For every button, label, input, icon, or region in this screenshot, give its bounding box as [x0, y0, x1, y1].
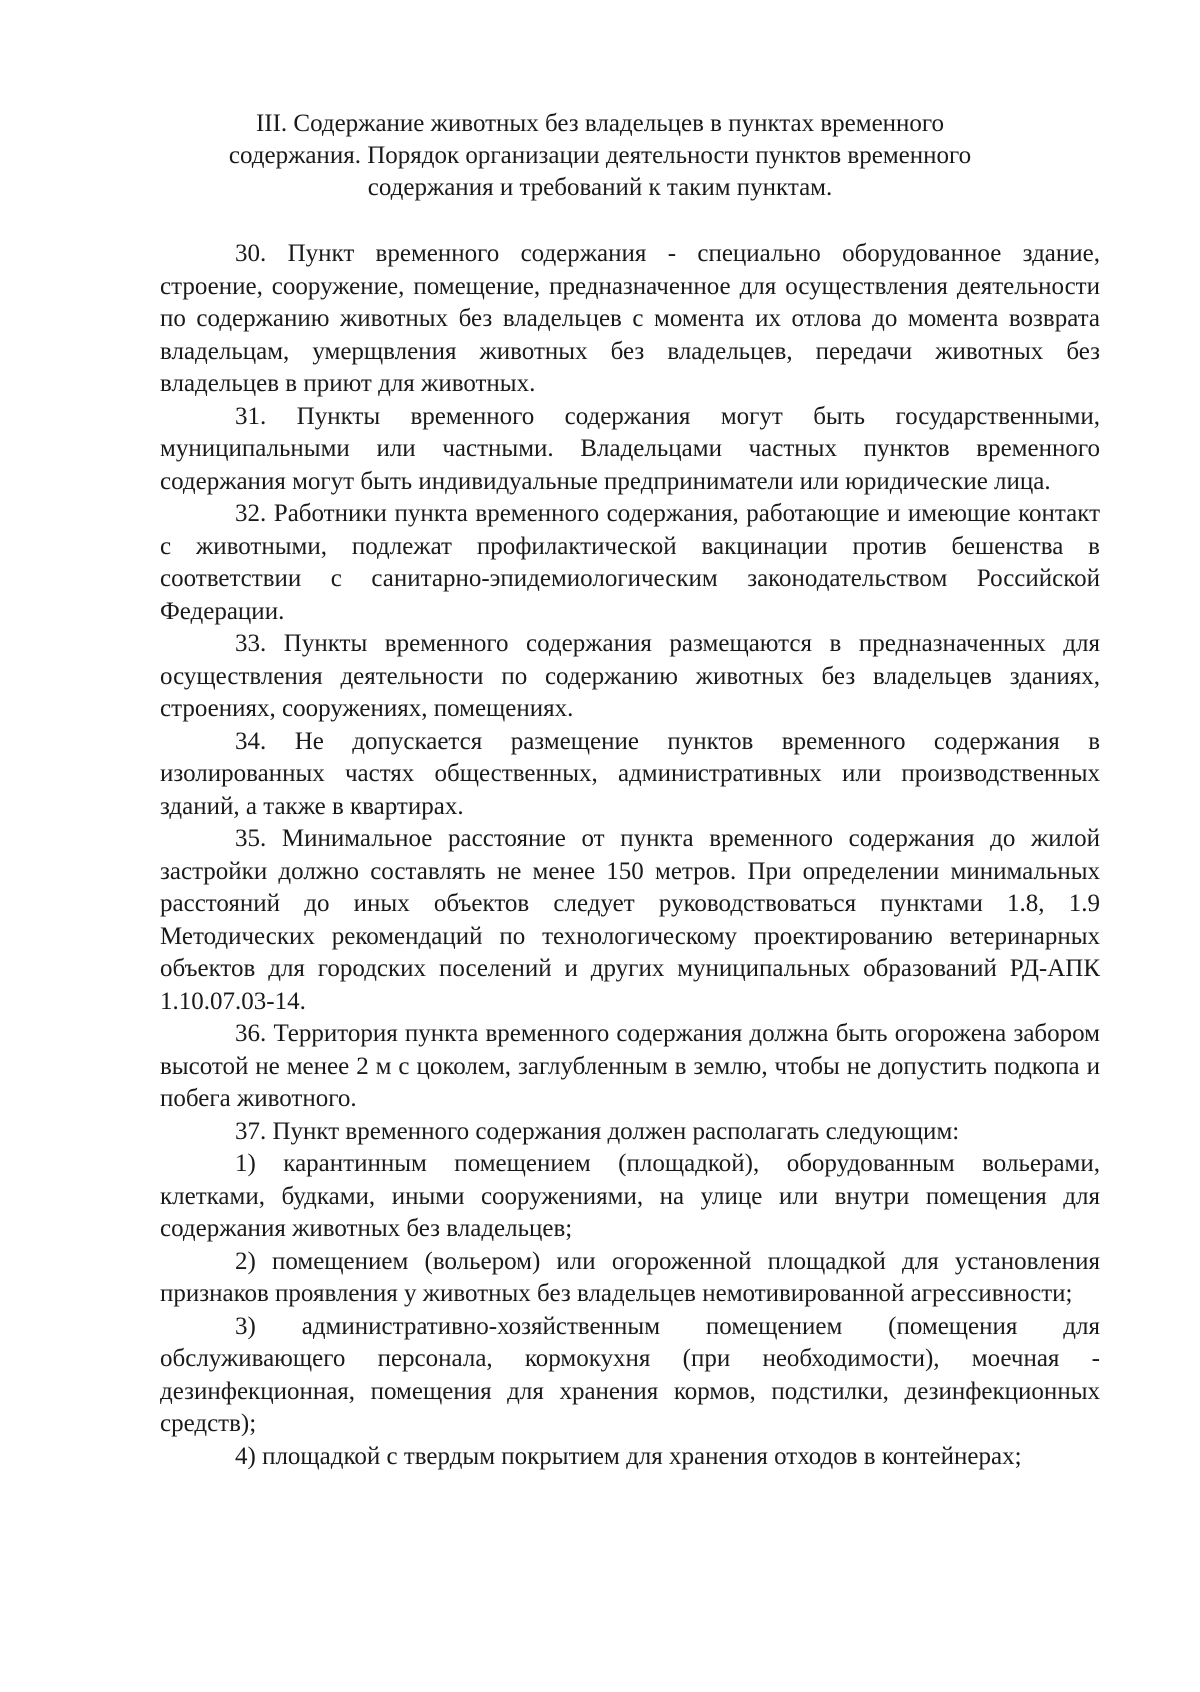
- list-item-4: 4) площадкой с твердым покрытием для хранения отходов в контейнерах;: [235, 1442, 1022, 1470]
- section-title-line: содержания и требований к таким пунктам.: [367, 174, 833, 201]
- section-title-line: III. Содержание животных без владельцев в пунктах временного: [255, 110, 945, 137]
- paragraph-36: 36. Территория пункта временного содержания должна быть огорожена забором высотой не менее 2 м с цоколем, заглубленным в землю, чтобы не допустить подкопа и побега животного.: [160, 1020, 1100, 1112]
- paragraph-35: 35. Минимальное расстояние от пункта временного содержания до жилой застройки должно составлять не менее 150 метров. При определении минимальных расстояний до иных объектов следует руководствоваться пунктами 1.8, 1.9 Методических рекомендаций по технологическому проектированию ветеринарных объектов для городских поселений и других муниципальных образований РД-АПК 1.10.07.03-14.: [160, 825, 1100, 1015]
- paragraph-30: 30. Пункт временного содержания - специально оборудованное здание, строение, сооружение, помещение, предназначенное для осуществления деятельности по содержанию животных без владельцев с момента их отлова до момента возврата владельцам, умерщвления животных без владельцев, передачи животных без владельцев в приют для животных.: [160, 240, 1100, 397]
- list-item-3: 3) административно-хозяйственным помещением (помещения для обслуживающего персонала, кормокухня (при необходимости), моечная - дезинфекционная, помещения для хранения кормов, подстилки, дезинфекционных средств);: [160, 1312, 1100, 1437]
- document-body: [160, 238, 1100, 1473]
- section-title-line: содержания. Порядок организации деятельности пунктов временного: [228, 142, 972, 169]
- list-item-2: 2) помещением (вольером) или огороженной площадкой для установления признаков проявления у животных без владельцев немотивированной агрессивности;: [160, 1247, 1100, 1307]
- paragraph-33: 33. Пункты временного содержания размещаются в предназначенных для осуществления деятельности по содержанию животных без владельцев зданиях, строениях, сооружениях, помещениях.: [160, 630, 1100, 722]
- paragraph-37: 37. Пункт временного содержания должен располагать следующим:: [235, 1117, 960, 1145]
- paragraph-32: 32. Работники пункта временного содержания, работающие и имеющие контакт с животными, подлежат профилактической вакцинации против бешенства в соответствии с санитарно-эпидемиологическим законодательством Российской Федерации.: [160, 500, 1100, 625]
- paragraph-34: 34. Не допускается размещение пунктов временного содержания в изолированных частях общественных, административных или производственных зданий, а также в квартирах.: [160, 727, 1100, 820]
- list-item-1: 1) карантинным помещением (площадкой), оборудованным вольерами, клетками, будками, иными сооружениями, на улице или внутри помещения для содержания животных без владельцев;: [160, 1150, 1100, 1242]
- paragraph-31: 31. Пункты временного содержания могут быть государственными, муниципальными или частными. Владельцами частных пунктов временного содержания могут быть индивидуальные предприниматели или юридические лица.: [160, 402, 1100, 495]
- section-title: [200, 108, 1000, 204]
